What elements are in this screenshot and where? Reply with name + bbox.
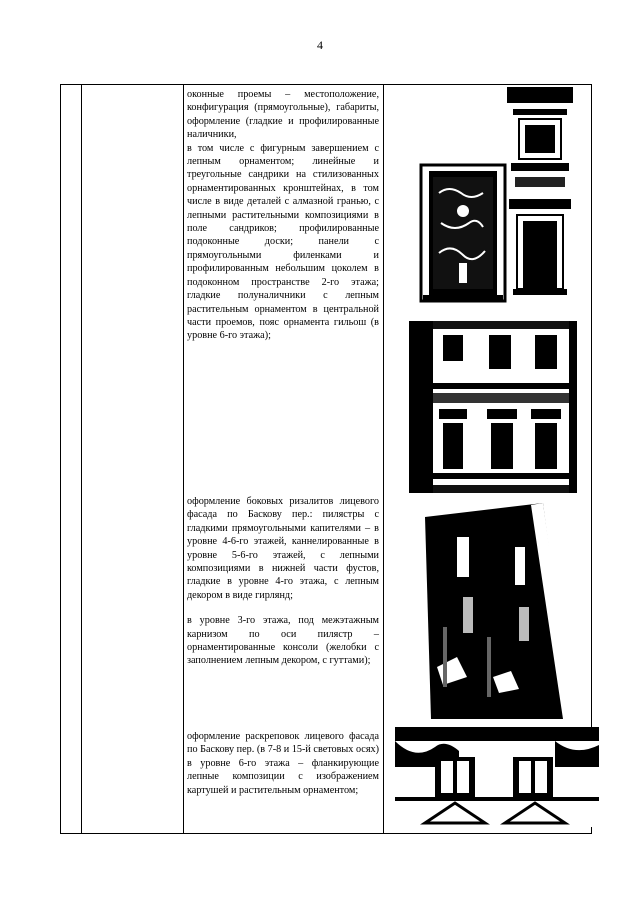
risalit-description	[187, 495, 379, 668]
page-number: 4	[317, 38, 323, 52]
facade-windows-photo	[409, 321, 577, 493]
paragraph: оформление раскреповок лицевого фасада по Баскову пер. (в 7-8 и 15-й световых осях) в уровне 6-го этажа – фланкирующие лепные композиции с изображением картушей и растительным орнаментом;	[187, 731, 379, 796]
column-divider	[81, 85, 82, 833]
paragraph: оформление боковых ризалитов лицевого фасада по Баскову пер.: пилястры с гладкими прямоугольными капителями – в уровне 4-6-го этажей, каннелированные в уровне 5-6-го этажей, с лепными композициями в нижней части фустов, гладкие в уровне 4-го этажа, с лепным декором в виде гирлянд;	[187, 496, 379, 601]
facade-window-photo	[507, 87, 573, 297]
column-divider	[183, 85, 184, 833]
projections-description	[187, 730, 379, 797]
column-divider	[383, 85, 384, 833]
window-frame-photo	[419, 163, 507, 303]
risalit-pilasters-photo	[423, 497, 573, 719]
paragraph: оконные проемы – местоположение, конфигурация (прямоугольные), габариты, оформление (гладкие и профилированные наличники,	[187, 89, 379, 141]
projection-decor-photo	[395, 727, 599, 827]
monument-features-table	[60, 84, 592, 834]
window-openings-description	[187, 88, 379, 343]
paragraph: в том числе с фигурным завершением с лепным орнаментом; линейные и треугольные сандрики на стилизованных орнаментированных кронштейнах, в том числе в виде деталей с алмазной гранью, с лепными растительными композициями в поле сандриков; профилированные подоконные доски; панели с прямоугольными филенками и профилированным небольшим цоколем в подоконном пространстве 2-го этажа; гладкие полуналичники с лепным растительным орнаментом в центральной части проемов, пояс орнамента гильош (в уровне 6-го этажа);	[187, 142, 379, 342]
paragraph: в уровне 3-го этажа, под межэтажным карнизом по оси пилястр – орнаментированные консоли (желобки с заполнением лепным декором, с гуттами);	[187, 615, 379, 667]
